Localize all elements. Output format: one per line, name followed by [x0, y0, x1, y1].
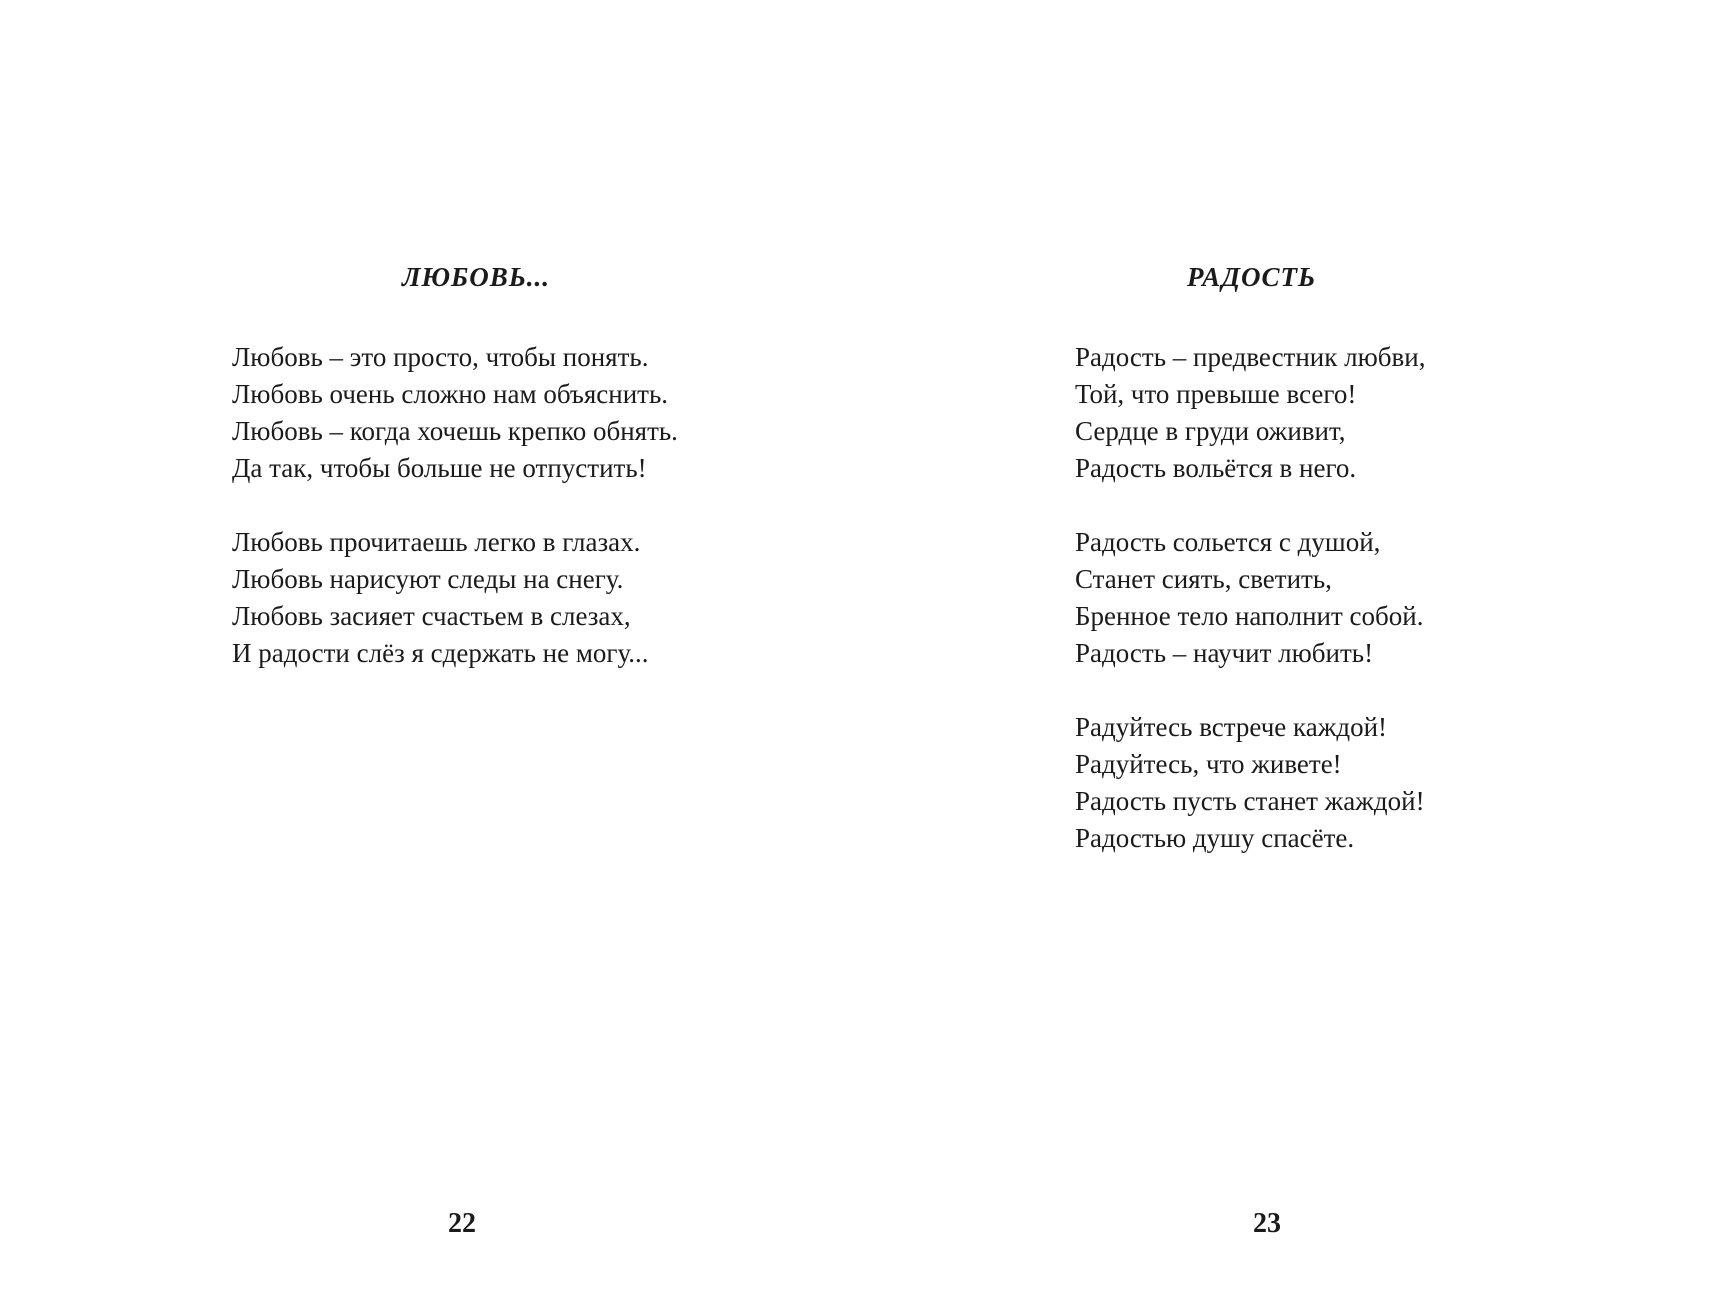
poem-line: Любовь – когда хочешь крепко обнять. [232, 416, 678, 446]
poem-line: И радости слёз я сдержать не могу... [232, 638, 649, 668]
poem-line: Той, что превыше всего! [1075, 379, 1357, 409]
poem-line: Радостью душу спасёте. [1075, 823, 1355, 853]
poem-line: Любовь прочитаешь легко в глазах. [232, 527, 641, 557]
poem-title-joy: РАДОСТЬ [1187, 262, 1317, 292]
poem-line: Радость пусть станет жаждой! [1075, 786, 1425, 816]
poem-line: Любовь – это просто, чтобы понять. [232, 342, 649, 372]
stanza [1075, 709, 1425, 857]
poem-line: Любовь нарисуют следы на снегу. [232, 564, 624, 594]
poem-line: Любовь засияет счастьем в слезах, [232, 601, 631, 631]
stanza [1075, 524, 1425, 672]
page-number: 22 [448, 1208, 476, 1239]
poem-body-joy [1075, 339, 1425, 894]
stanza [1075, 339, 1425, 487]
poem-line: Радость вольётся в него. [1075, 453, 1357, 483]
poem-title-love: ЛЮБОВЬ... [402, 262, 551, 292]
poem-line: Сердце в груди оживит, [1075, 416, 1346, 446]
poem-line: Бренное тело наполнит собой. [1075, 601, 1424, 631]
poem-line: Любовь очень сложно нам объяснить. [232, 379, 669, 409]
poem-line: Радуйтесь встрече каждой! [1075, 712, 1388, 742]
poem-line: Да так, чтобы больше не отпустить! [232, 453, 647, 483]
poem-line: Радость – предвестник любви, [1075, 342, 1426, 372]
poem-line: Станет сиять, светить, [1075, 564, 1332, 594]
poem-body-love [232, 339, 678, 709]
page-number: 23 [1253, 1208, 1281, 1239]
stanza [232, 524, 678, 672]
right-page [861, 0, 1722, 1306]
poem-line: Радуйтесь, что живете! [1075, 749, 1342, 779]
poem-line: Радость сольется с душой, [1075, 527, 1381, 557]
poem-line: Радость – научит любить! [1075, 638, 1374, 668]
stanza [232, 339, 678, 487]
